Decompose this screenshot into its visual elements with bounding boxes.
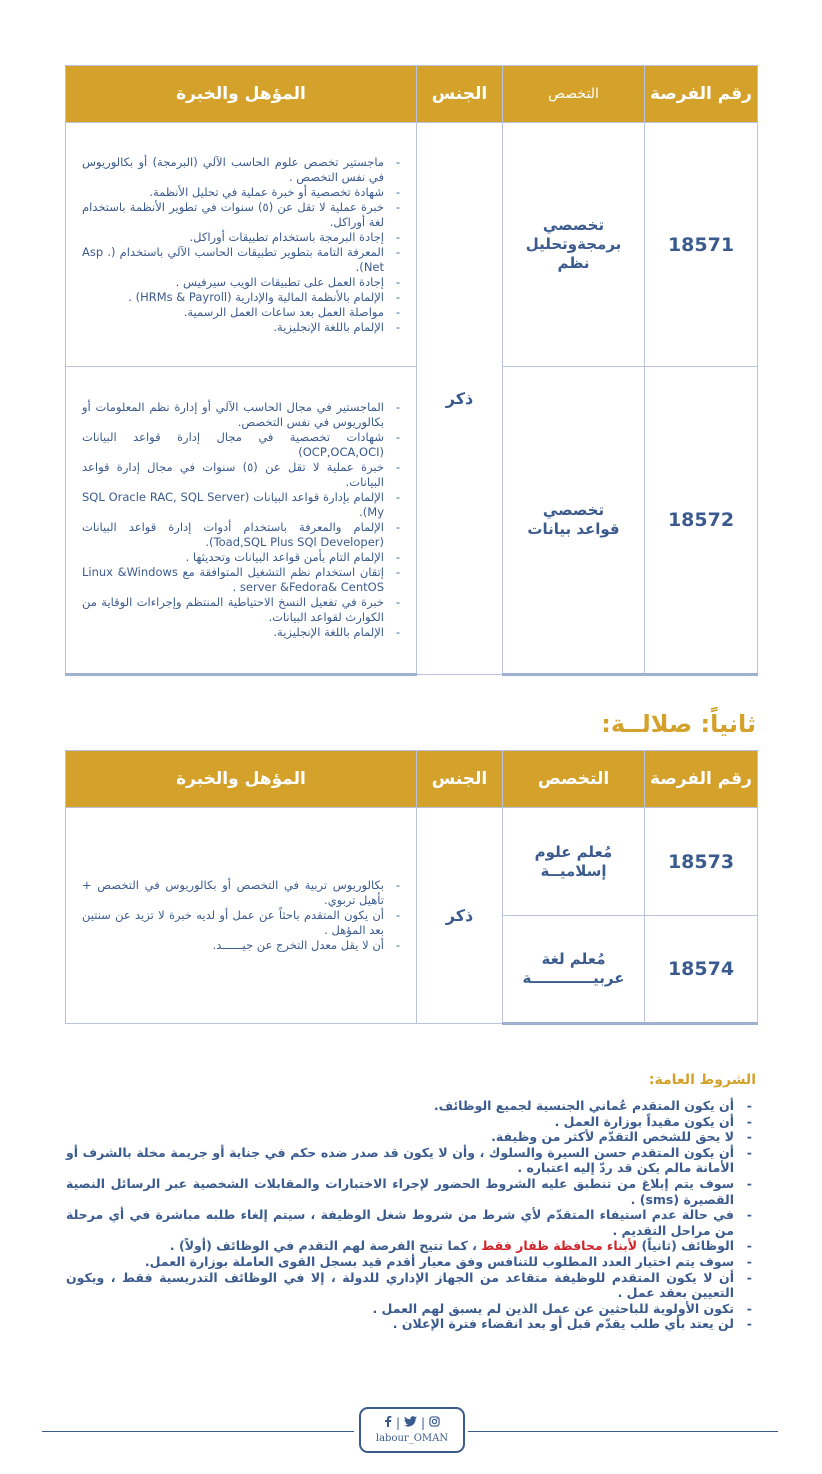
header-number: رقم الفرصة <box>645 66 758 123</box>
job-qualifications <box>66 123 417 367</box>
header-qualification: المؤهل والخبرة <box>66 66 417 123</box>
footer-divider-left <box>42 1431 354 1432</box>
list-item: - خبرة عملية لا تقل عن (٥) سنوات في تطوير الأنظمة باستخدام لغة أوراكل. <box>82 200 384 230</box>
list-item: - الإلمام والمعرفة باستخدام أدوات إدارة قواعد البيانات (Toad,SQL Plus SQl Developer). <box>82 520 384 550</box>
job-number: 18574 <box>645 916 758 1024</box>
list-item: - خبرة عملية لا تقل عن (٥) سنوات في مجال إدارة قواعد البيانات. <box>82 460 384 490</box>
list-item: - إجادة العمل على تطبيقات الويب سيرفيس . <box>82 275 384 290</box>
job-gender: ذكر <box>417 123 503 675</box>
header-gender: الجنس <box>417 66 503 123</box>
table-header-row <box>66 66 758 123</box>
list-item: - في حالة عدم استيفاء المتقدّم لأي شرط من شروط شغل الوظيفة ، سيتم إلغاء طلبه مباشرة في أي مرحلة من مراحل التقديم . <box>66 1207 756 1238</box>
header-qualification: المؤهل والخبرة <box>66 751 417 808</box>
table-row <box>66 367 758 675</box>
facebook-icon[interactable] <box>380 1415 396 1430</box>
list-item: - تكون الأولوية للباحثين عن عمل الذين لم يسبق لهم العمل . <box>66 1301 756 1317</box>
list-item: - لن يعتد بأي طلب يقدّم قبل أو بعد انقضاء فترة الإعلان . <box>66 1316 756 1332</box>
list-item: - ماجستير تخصص علوم الحاسب الآلي (البرمجة) أو بكالوريوس في نفس التخصص . <box>82 155 384 185</box>
list-item: - شهادة تخصصية أو خبرة عملية في تحليل الأنظمة. <box>82 185 384 200</box>
list-item: - لا يحق للشخص التقدّم لأكثر من وظيفة. <box>66 1129 756 1145</box>
list-item: - الإلمام بالأنظمة المالية والإدارية (HRMs & Payroll) . <box>82 290 384 305</box>
job-specialization: مُعلم علوم إسلاميــة <box>503 808 645 916</box>
list-item: - بكالوريوس تربية في التخصص أو بكالوريوس في التخصص + تأهيل تربوي. <box>82 878 384 908</box>
list-item: - إجادة البرمجة باستخدام تطبيقات أوراكل. <box>82 230 384 245</box>
list-item: - الإلمام بإدارة قواعد البيانات (SQL Oracle RAC, SQL Server My). <box>82 490 384 520</box>
list-item: - شهادات تخصصية في مجال إدارة قواعد البيانات (OCP,OCA,OCI) <box>82 430 384 460</box>
conditions-title: الشروط العامة: <box>648 1072 756 1088</box>
social-handle[interactable]: labour_OMAN <box>375 1433 449 1444</box>
twitter-icon[interactable] <box>400 1416 421 1430</box>
job-number: 18573 <box>645 808 758 916</box>
conditions-list <box>66 1098 756 1332</box>
list-item: - أن لا يقل معدل التخرج عن جيــــــد. <box>82 938 384 953</box>
section-title-salalah: ثانياً: صلالــة: <box>601 710 756 738</box>
list-item: - أن لا يكون المتقدم للوظيفة متقاعد من الجهاز الإداري للدولة ، إلا في الوظائف التدريسية فقط ، ويكون التعيين بعقد عمل . <box>66 1270 756 1301</box>
separator: | <box>421 1416 426 1430</box>
list-item: - الماجستير في مجال الحاسب الآلي أو إدارة نظم المعلومات أو بكالوريوس في نفس التخصص. <box>82 400 384 430</box>
table-row <box>66 808 758 916</box>
table-header-row <box>66 751 758 808</box>
table-row <box>66 123 758 367</box>
list-item: - الإلمام التام بأمن قواعد البيانات وتحديثها . <box>82 550 384 565</box>
job-qualifications <box>66 808 417 1024</box>
list-item: - سوف يتم إبلاغ من تنطبق عليه الشروط الحضور لإجراء الاختبارات والمقابلات الشخصية عبر الرسائل النصية القصيرة (sms) . <box>66 1176 756 1207</box>
jobs-table-2 <box>65 750 758 1025</box>
header-number: رقم الفرصة <box>645 751 758 808</box>
job-number: 18572 <box>645 367 758 675</box>
list-item: - أن يكون المتقدم باحثاً عن عمل أو لديه خبرة لا تزيد عن سنتين بعد المؤهل . <box>82 908 384 938</box>
footer-divider-right <box>468 1431 778 1432</box>
header-gender: الجنس <box>417 751 503 808</box>
job-specialization: تخصصي برمجةوتحليل نظم <box>503 123 645 367</box>
list-item: - الإلمام باللغة الإنجليزية. <box>82 625 384 640</box>
job-specialization: مُعلم لغة عربيــــــــــــة <box>503 916 645 1024</box>
list-item: - خبرة في تفعيل النسخ الاحتياطية المنتظم وإجراءات الوقاية من الكوارث لقواعد البيانات. <box>82 595 384 625</box>
list-item: - سوف يتم اختيار العدد المطلوب للتنافس وفق معيار أقدم قيد بسجل القوى العاملة بوزارة العمل. <box>66 1254 756 1270</box>
list-item: - المعرفة التامة بتطوير تطبيقات الحاسب الآلي باستخدام (Asp . Net). <box>82 245 384 275</box>
list-item: - أن يكون المتقدم حسن السيرة والسلوك ، وأن لا يكون قد صدر ضده حكم في جناية أو جريمة مخلة بالشرف أو الأمانة مالم يكن قد ردّ إليه اعتباره . <box>66 1145 756 1176</box>
job-gender: ذكر <box>417 808 503 1024</box>
list-item: - الإلمام باللغة الإنجليزية. <box>82 320 384 335</box>
list-item: - أن يكون المتقدم عُماني الجنسية لجميع الوظائف. <box>66 1098 756 1114</box>
instagram-icon[interactable] <box>425 1416 444 1430</box>
separator: | <box>395 1416 400 1430</box>
header-specialization: التخصص <box>503 66 645 123</box>
list-item: - أن يكون مقيداً بوزارة العمل . <box>66 1114 756 1130</box>
list-item: - الوظائف (ثانياً) لأبناء محافظة ظفار فقط ، كما تتيح الفرصة لهم التقدم في الوظائف (أولاً) . <box>66 1238 756 1254</box>
job-number: 18571 <box>645 123 758 367</box>
header-specialization: التخصص <box>503 751 645 808</box>
list-item: - إتقان استخدام نظم التشغيل المتوافقة مع Linux &Windows server &Fedora& CentOS . <box>82 565 384 595</box>
job-specialization: تخصصي قواعد بيانات <box>503 367 645 675</box>
list-item: - مواصلة العمل بعد ساعات العمل الرسمية. <box>82 305 384 320</box>
job-qualifications <box>66 367 417 675</box>
social-badge <box>359 1407 465 1453</box>
jobs-table-1 <box>65 65 758 676</box>
